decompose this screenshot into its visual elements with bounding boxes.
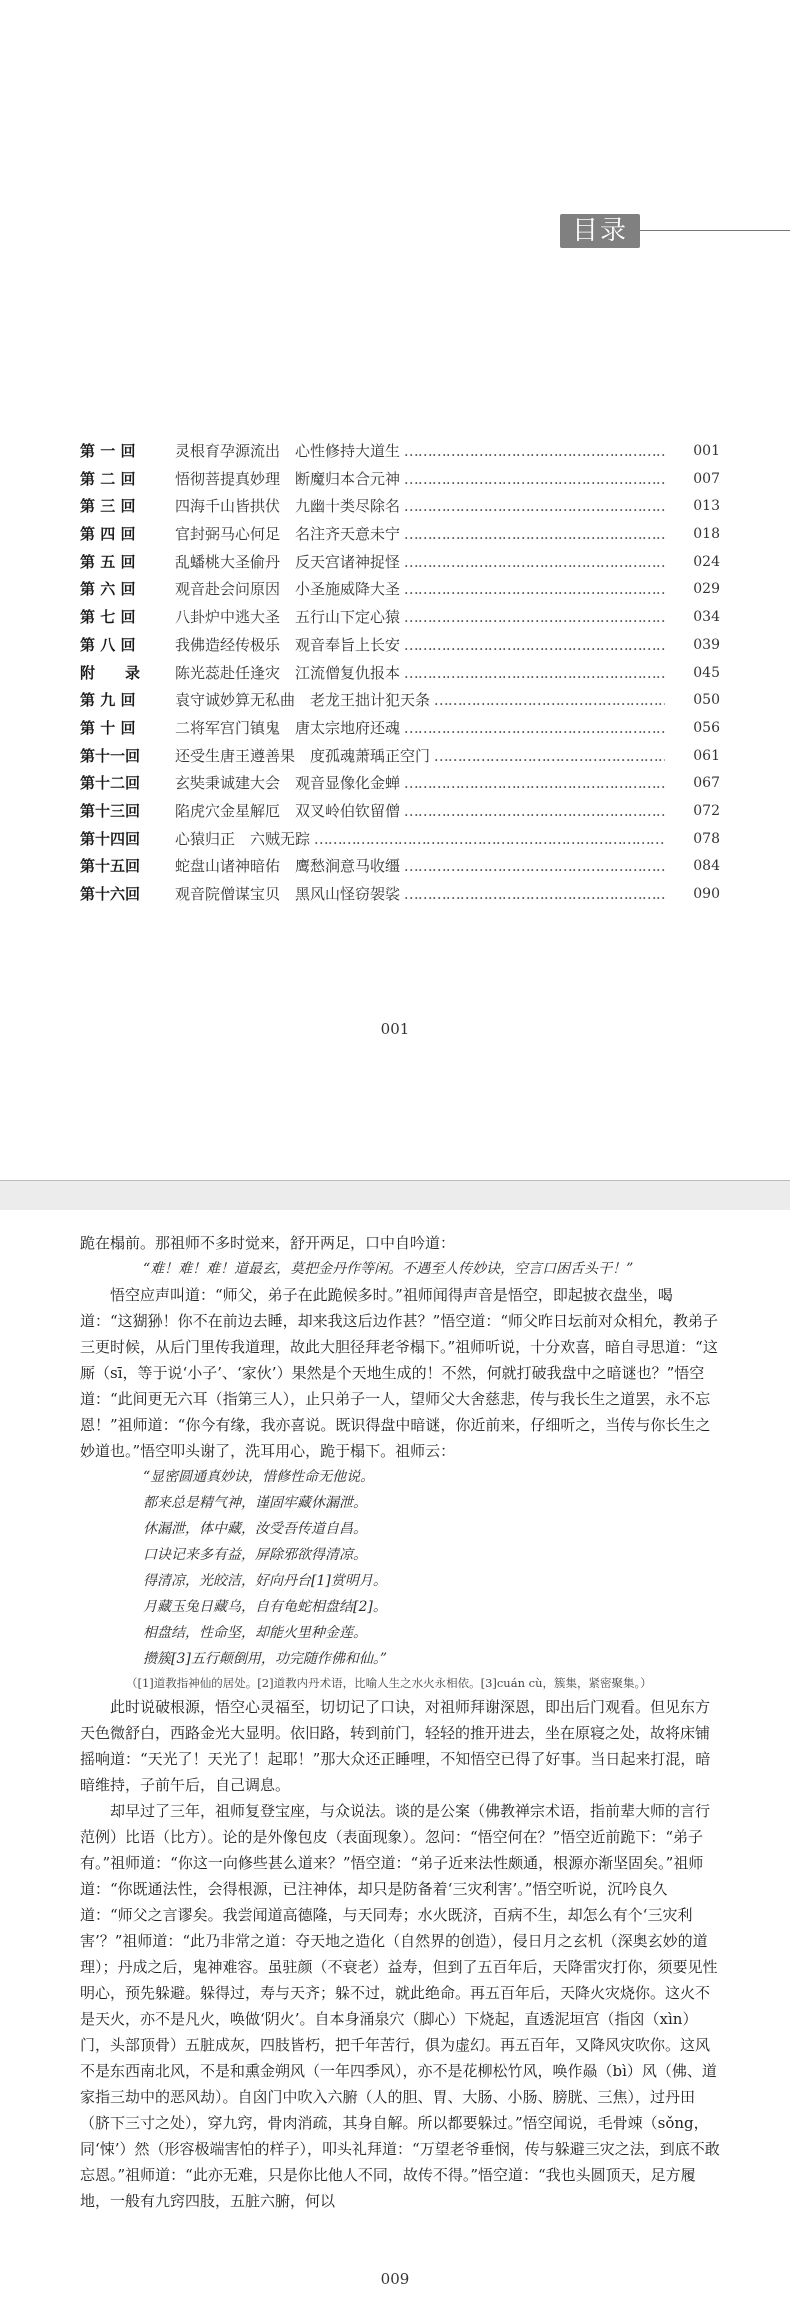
toc-entry-title: 四海千山皆拱伏 九幽十类尽除名 …………………………………………………………………………………… xyxy=(175,493,665,521)
body-text xyxy=(80,1230,720,2214)
toc-entry-page: 001 xyxy=(680,438,720,466)
toc-entry[interactable] xyxy=(80,632,720,660)
body-page-number: 009 xyxy=(380,2270,410,2288)
toc-entry[interactable] xyxy=(80,521,720,549)
toc-entry-page: 045 xyxy=(680,660,720,688)
toc-entry-number: 第 八 回 xyxy=(80,635,136,654)
toc-entry[interactable] xyxy=(80,715,720,743)
toc-entry[interactable] xyxy=(80,770,720,798)
toc-page-number: 001 xyxy=(380,1020,410,1038)
toc-entry[interactable] xyxy=(80,576,720,604)
verse-line: 都来总是精气神，谨固牢藏休漏泄。 xyxy=(143,1495,367,1511)
toc-entry-page: 056 xyxy=(680,715,720,743)
toc-entry-title: 还受生唐王遵善果 度孤魂萧瑀正空门 …………………………………………………………………………………… xyxy=(175,743,665,771)
toc-entry-number: 第 七 回 xyxy=(80,608,136,627)
toc-entry-title: 陈光蕊赴任逢灾 江流僧复仇报本 …………………………………………………………………………………… xyxy=(175,660,665,688)
verse-line: 月藏玉兔日藏乌，自有龟蛇相盘结[2]。 xyxy=(143,1599,387,1615)
toc-entry-title: 我佛造经传极乐 观音奉旨上长安 …………………………………………………………………………………… xyxy=(175,632,665,660)
toc-entry-number: 第十四回 xyxy=(80,829,141,848)
toc-entry-title: 心猿归正 六贼无踪 …………………………………………………………………………………… xyxy=(175,826,665,854)
toc-entry-number: 第 三 回 xyxy=(80,497,136,516)
toc-entry[interactable] xyxy=(80,438,720,466)
toc-entry-title: 观音赴会问原因 小圣施威降大圣 …………………………………………………………………………………… xyxy=(175,576,665,604)
toc-entry[interactable] xyxy=(80,853,720,881)
toc-entry-number: 附 录 xyxy=(80,663,141,682)
toc-entry-title: 玄奘秉诚建大会 观音显像化金蝉 …………………………………………………………………………………… xyxy=(175,770,665,798)
poem-line: “难！难！难！道最玄，莫把金丹作等闲。不遇至人传妙诀，空言口困舌头干！” xyxy=(143,1261,634,1277)
toc-entry-title: 二将军宫门镇鬼 唐太宗地府还魂 …………………………………………………………………………………… xyxy=(175,715,665,743)
toc-entry-number: 第十二回 xyxy=(80,774,141,793)
footnote: （[1]道教指神仙的居处。[2]道教内丹术语，比喻人生之水火永相依。[3]cuán cù，簇集，紧密聚集。） xyxy=(126,1676,652,1690)
toc-entry-page: 034 xyxy=(680,604,720,632)
toc-entry-page: 078 xyxy=(680,826,720,854)
verse-block xyxy=(80,1464,720,1672)
paragraph: 却早过了三年，祖师复登宝座，与众说法。谈的是公案（佛教禅宗术语，指前辈大师的言行范例）比语（比方）。论的是外像包皮（表面现象）。忽问：“悟空何在？”悟空近前跪下：“弟子有。”祖师道：“你这一向修些甚么道来？”悟空道：“弟子近来法性颇通，根源亦渐坚固矣。”祖师道：“你既通法性，会得根源，已注神体，却只是防备着‘三灾利害’。”悟空听说，沉吟良久道：“师父之言谬矣。我尝闻道高德隆，与天同寿；水火既济，百病不生，却怎么有个‘三灾利害’？”祖师道：“此乃非常之道：夺天地之造化（自然界的创造），侵日月之玄机（深奥玄妙的道理）；丹成之后，鬼神难容。虽驻颜（不衰老）益寿，但到了五百年后，天降雷灾打你，须要见性明心，预先躲避。躲得过，寿与天齐；躲不过，就此绝命。再五百年后，天降火灾烧你。这火不是天火，亦不是凡火，唤做‘阴火’。自本身涌泉穴（脚心）下烧起，直透泥垣宫（指囟（xìn）门，头部顶骨）五脏成灰，四肢皆朽，把千年苦行，俱为虚幻。再五百年，又降风灾吹你。这风不是东西南北风，不是和熏金朔风（一年四季风），亦不是花柳松竹风，唤作赑（bì）风（佛、道家指三劫中的恶风劫）。自囟门中吹入六腑（人的胆、胃、大肠、小肠、膀胱、三焦），过丹田（脐下三寸之处），穿九窍，骨肉消疏，其身自解。所以都要躲过。”悟空闻说，毛骨竦（sǒng，同‘悚’）然（形容极端害怕的样子），叩头礼拜道：“万望老爷垂悯，传与躲避三灾之法，到底不敢忘恩。”祖师道：“此亦无难，只是你比他人不同，故传不得。”悟空道：“我也头圆顶天，足方履地，一般有九窍四肢，五脏六腑，何以 xyxy=(80,1802,720,2210)
toc-entry[interactable] xyxy=(80,798,720,826)
toc-entry-title: 乱蟠桃大圣偷丹 反天宫诸神捉怪 …………………………………………………………………………………… xyxy=(175,549,665,577)
toc-entry[interactable] xyxy=(80,687,720,715)
toc-entry-number: 第 九 回 xyxy=(80,691,136,710)
toc-entry-page: 067 xyxy=(680,770,720,798)
toc-entry-title: 八卦炉中逃大圣 五行山下定心猿 …………………………………………………………………………………… xyxy=(175,604,665,632)
paragraph: 此时说破根源，悟空心灵福至，切切记了口诀，对祖师拜谢深恩，即出后门观看。但见东方天色微舒白，西路金光大显明。依旧路，转到前门，轻轻的推开进去，坐在原寝之处，故将床铺摇响道：“天光了！天光了！起耶！”那大众还正睡哩，不知悟空已得了好事。当日起来打混，暗暗维持，子前午后，自己调息。 xyxy=(80,1698,711,1794)
toc-entry-number: 第 六 回 xyxy=(80,580,136,599)
toc-entry-page: 007 xyxy=(680,466,720,494)
toc-heading: 目录 xyxy=(560,214,640,248)
verse-line: “显密圆通真妙诀，惜修性命无他说。 xyxy=(143,1469,375,1485)
body-page xyxy=(0,1210,790,2306)
toc-entry-number: 第十三回 xyxy=(80,801,141,820)
paragraph: 悟空应声叫道：“师父，弟子在此跪候多时。”祖师闻得声音是悟空，即起披衣盘坐，喝道：“这猢狲！你不在前边去睡，却来我这后边作甚？”悟空道：“师父昨日坛前对众相允，教弟子三更时候，从后门里传我道理，故此大胆径拜老爷榻下。”祖师听说，十分欢喜，暗自寻思道：“这厮（sī，等于说‘小子’、‘家伙’）果然是个天地生成的！不然，何就打破我盘中之暗谜也？”悟空道：“此间更无六耳（指第三人），止只弟子一人，望师父大舍慈悲，传与我长生之道罢，永不忘恩！”祖师道：“你今有缘，我亦喜说。既识得盘中暗谜，你近前来，仔细听之，当传与你长生之妙道也。”悟空叩头谢了，洗耳用心，跪于榻下。祖师云： xyxy=(80,1286,719,1460)
toc-entry-page: 084 xyxy=(680,853,720,881)
toc-entry-number: 第 二 回 xyxy=(80,469,136,488)
toc-entry[interactable] xyxy=(80,743,720,771)
toc-entry-number: 第十六回 xyxy=(80,885,141,903)
toc-entry-number: 第 四 回 xyxy=(80,525,136,544)
toc-entry-number: 第十一回 xyxy=(80,746,141,765)
toc-entry-page: 050 xyxy=(680,687,720,715)
toc-entry-page: 061 xyxy=(680,743,720,771)
toc-entry-page: 090 xyxy=(680,881,720,909)
verse-line: 攒簇[3]五行颠倒用，功完随作佛和仙。” xyxy=(143,1651,387,1667)
verse-line: 口诀记来多有益，屏除邪欲得清凉。 xyxy=(143,1547,367,1563)
toc-list xyxy=(80,438,720,909)
toc-entry-title: 灵根育孕源流出 心性修持大道生 …………………………………………………………………………………… xyxy=(175,438,665,466)
toc-entry[interactable] xyxy=(80,660,720,688)
toc-entry-title: 陷虎穴金星解厄 双叉岭伯钦留僧 …………………………………………………………………………………… xyxy=(175,798,665,826)
toc-entry-title: 观音院僧谋宝贝 黑风山怪窃袈裟 …………………………………………………………………………………… xyxy=(175,881,665,909)
toc-entry-page: 013 xyxy=(680,493,720,521)
toc-entry[interactable] xyxy=(80,604,720,632)
toc-entry-page: 072 xyxy=(680,798,720,826)
paragraph: 跪在榻前。那祖师不多时觉来，舒开两足，口中自吟道： xyxy=(80,1234,456,1252)
verse-line: 相盘结，性命坚，却能火里种金莲。 xyxy=(143,1625,367,1641)
toc-entry[interactable] xyxy=(80,549,720,577)
toc-entry[interactable] xyxy=(80,493,720,521)
toc-entry[interactable] xyxy=(80,826,720,854)
toc-entry-page: 024 xyxy=(680,549,720,577)
verse-line: 得清凉，光皎洁，好向丹台[1]赏明月。 xyxy=(143,1573,387,1589)
page-separator xyxy=(0,1180,790,1212)
toc-entry-number: 第十五回 xyxy=(80,857,141,876)
toc-entry[interactable] xyxy=(80,466,720,494)
toc-entry-title: 官封弼马心何足 名注齐天意未宁 …………………………………………………………………………………… xyxy=(175,521,665,549)
toc-entry-page: 018 xyxy=(680,521,720,549)
toc-entry-page: 029 xyxy=(680,576,720,604)
toc-entry-number: 第 五 回 xyxy=(80,552,136,571)
toc-entry-title: 袁守诚妙算无私曲 老龙王拙计犯天条 …………………………………………………………………………………… xyxy=(175,687,665,715)
toc-entry[interactable] xyxy=(80,881,720,909)
toc-entry-title: 蛇盘山诸神暗佑 鹰愁涧意马收缰 …………………………………………………………………………………… xyxy=(175,853,665,881)
toc-entry-number: 第 十 回 xyxy=(80,718,136,737)
toc-entry-number: 第 一 回 xyxy=(80,442,136,460)
verse-line: 休漏泄，体中藏，汝受吾传道自昌。 xyxy=(143,1521,367,1537)
toc-entry-page: 039 xyxy=(680,632,720,660)
toc-entry-title: 悟彻菩提真妙理 断魔归本合元神 …………………………………………………………………………………… xyxy=(175,466,665,494)
